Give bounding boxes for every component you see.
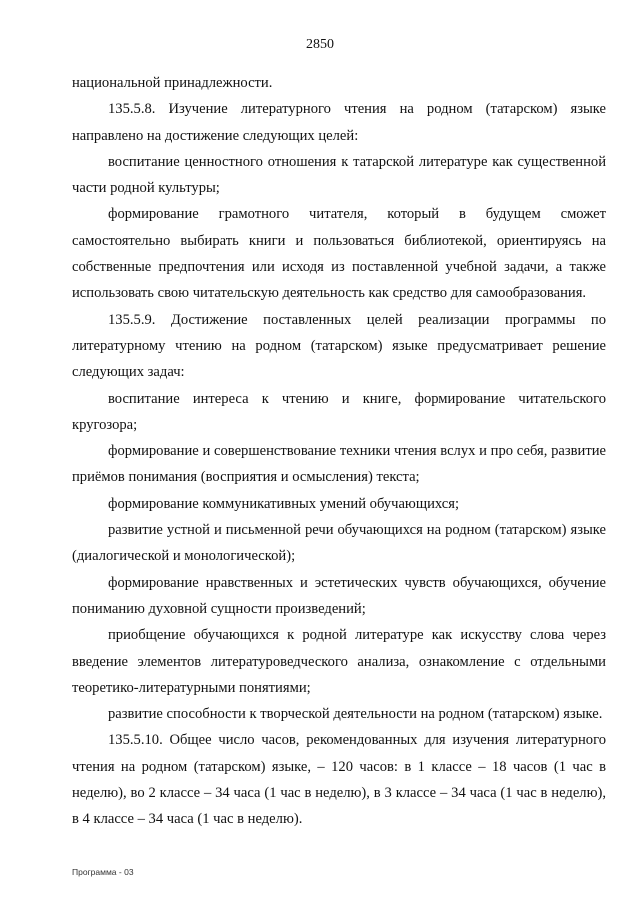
paragraph-continuation: национальной принадлежности. <box>72 75 273 91</box>
paragraph-task-technique: формирование и совершенствование техники чтения вслух и про себя, развитие приёмов понимания (восприятия и осмысления) текста; <box>72 443 606 486</box>
paragraph-goal-reader: формирование грамотного читателя, который в будущем сможет самостоятельно выбирать книги и пользоваться библиотекой, ориентируясь на собственные предпочтения или исходя из поставленной учебной задачи, а также использовать свою читательскую деятельность как средство для самообразования. <box>72 206 606 302</box>
paragraph-135-5-8: 135.5.8. Изучение литературного чтения на родном (татарском) языке направлено на достижение следующих целей: <box>72 101 606 144</box>
paragraph-135-5-10: 135.5.10. Общее число часов, рекомендованных для изучения литературного чтения на родном (татарском) языке, – 120 часов: в 1 классе – 18 часов (1 час в неделю), во 2 классе – 34 часа (1 час в неделю), в 3 классе – 34 часа (1 час в неделю), в 4 классе – 34 часа (1 час в неделю). <box>72 732 606 828</box>
document-body <box>72 70 606 833</box>
paragraph-task-interest: воспитание интереса к чтению и книге, формирование читательского кругозора; <box>72 390 606 433</box>
paragraph-task-moral: формирование нравственных и эстетических чувств обучающихся, обучение пониманию духовной сущности произведений; <box>72 574 606 617</box>
paragraph-task-creativity: развитие способности к творческой деятельности на родном (татарском) языке. <box>108 706 603 723</box>
paragraph-135-5-9: 135.5.9. Достижение поставленных целей реализации программы по литературному чтению на родном (татарском) языке предусматривает решение следующих задач: <box>72 311 606 381</box>
paragraph-task-speech: развитие устной и письменной речи обучающихся на родном (татарском) языке (диалогической и монологической); <box>72 522 606 565</box>
footer-program-label: Программа - 03 <box>72 867 134 877</box>
paragraph-goal-values: воспитание ценностного отношения к татарской литературе как существенной части родной культуры; <box>72 153 606 197</box>
page-number: 2850 <box>306 37 334 52</box>
paragraph-task-communication: формирование коммуникативных умений обучающихся; <box>108 495 459 512</box>
paragraph-task-literature: приобщение обучающихся к родной литературе как искусству слова через введение элементов литературоведческого анализа, ознакомление с отдельными теоретико-литературными понятиями; <box>72 627 606 696</box>
